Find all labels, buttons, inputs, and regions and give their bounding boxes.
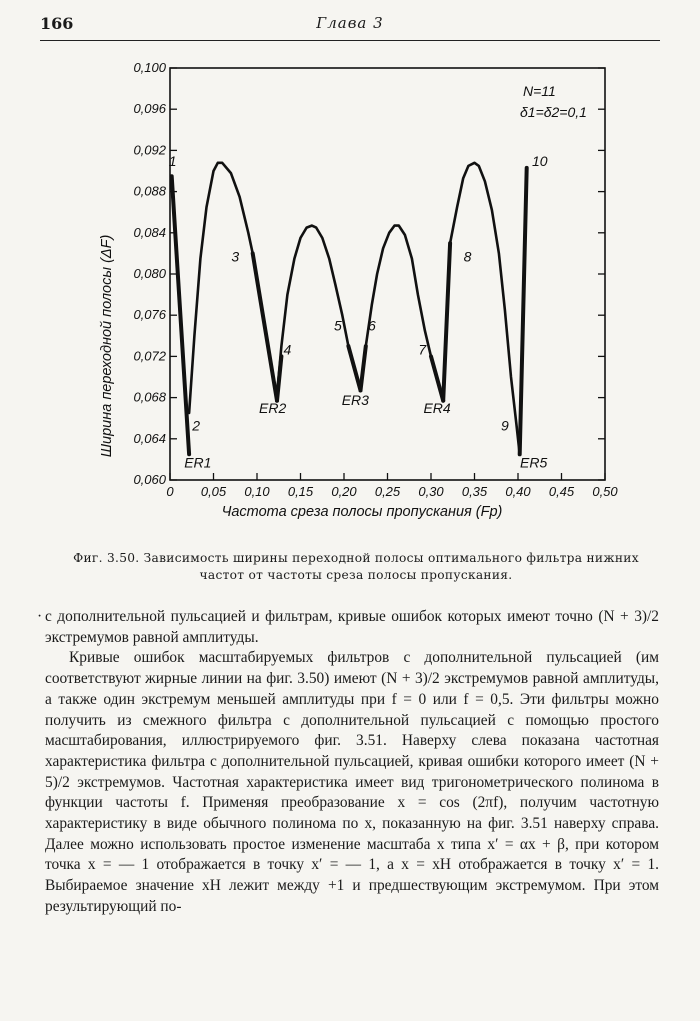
page-number: 166 <box>40 14 74 33</box>
y-tick-label: 0,088 <box>133 183 166 199</box>
curve-annotation: 5 <box>334 317 342 334</box>
curve-annotation: 1 <box>168 152 177 169</box>
thin-curve-segment <box>277 226 348 395</box>
x-tick-label: 0 <box>166 484 174 499</box>
legend-n: N=11 <box>523 83 556 99</box>
x-tick-label: 0,10 <box>244 484 270 499</box>
y-tick-label: 0,064 <box>133 430 166 446</box>
plot-frame <box>170 68 605 480</box>
bold-curve-segment <box>443 243 450 401</box>
y-tick-label: 0,096 <box>133 101 166 117</box>
bold-curve-segment <box>277 356 281 400</box>
curve-annotation: 8 <box>463 248 472 265</box>
figure-caption: Фиг. 3.50. Зависимость ширины переходной полосы оптимального фильтра нижних частот от частоты среза полосы пропускания. <box>73 551 639 582</box>
body-text <box>37 607 659 918</box>
curve-annotation: ER1 <box>184 454 212 471</box>
x-tick-label: 0,35 <box>461 484 488 499</box>
curve-annotation: ER2 <box>259 400 287 417</box>
curve-annotation: 9 <box>501 417 509 434</box>
bold-curve-segment <box>348 346 360 390</box>
curve-annotation: 3 <box>231 248 240 265</box>
x-axis-label: Частота среза полосы пропускания (Fp) <box>221 504 503 520</box>
y-tick-label: 0,100 <box>133 60 166 75</box>
curve-annotation: 7 <box>418 341 427 358</box>
curve-annotation: ER5 <box>520 454 548 471</box>
curve-annotation: 4 <box>283 341 292 358</box>
thin-curve-segment <box>450 163 520 455</box>
page-header <box>40 14 660 41</box>
curve-annotation: 10 <box>531 152 548 169</box>
y-tick-label: 0,092 <box>133 142 166 158</box>
y-tick-label: 0,080 <box>133 266 166 281</box>
y-tick-label: 0,060 <box>133 472 166 487</box>
curve-annotation: 2 <box>192 417 200 434</box>
bold-curve-segment <box>431 356 443 400</box>
curve-annotation: ER4 <box>423 400 451 417</box>
x-tick-label: 0,40 <box>505 484 531 499</box>
y-tick-label: 0,076 <box>133 307 166 323</box>
bold-curve-segment <box>520 168 527 454</box>
thin-curve-segment <box>189 163 253 413</box>
bold-curve-segment <box>253 253 277 400</box>
series-layer <box>172 163 527 455</box>
axis-ticks <box>170 68 605 480</box>
x-tick-label: 0,25 <box>374 484 401 499</box>
x-tick-label: 0,05 <box>200 484 227 499</box>
paragraph-1-text: с дополнительной пульсацией и фильтрам, кривые ошибок которых имеют точно (N + 3)/2 экстремумов равной амплитуды. <box>45 608 659 646</box>
margin-mark: · <box>37 608 43 625</box>
x-tick-label: 0,20 <box>331 484 357 499</box>
paragraph-1 <box>37 607 659 648</box>
y-tick-label: 0,084 <box>133 224 166 240</box>
paragraph-2: Кривые ошибок масштабируемых фильтров с дополнительной пульсацией (им соответствуют жирные линии на фиг. 3.50) имеют (N + 3)/2 экстремумов равной амплитуды, а также один экстремум меньшей амплитуды при f = 0 или f = 0,5. Эти фильтры можно получить из смежного фильтра с дополнительной пульсацией с помощью простого масштабирования, иллюстрируемого фиг. 3.51. Наверху слева показана частотная характеристика фильтра с дополнительной пульсацией, кривая ошибки которого имеет (N + 5)/2 экстремумов. Частотная характеристика имеет вид тригонометрического полинома в функции частоты f. Применяя преобразование x = cos (2πf), получим частотную характеристику в виде обычного полинома по x, показанную на фиг. 3.51 наверху справа. Далее можно использовать простое изменение масштаба x типа x′ = αx + β, при котором точка x = — 1 отображается в точку x′ = — 1, а x = xH отображается в точку x′ = 1. Выбираемое значение xH лежит между +1 и предшествующим экстремумом. При этом результирующий по- <box>45 649 659 915</box>
chart <box>0 50 700 550</box>
thin-curve-segment <box>366 226 431 357</box>
bold-curve-segment <box>361 346 366 390</box>
curve-annotation: 6 <box>367 317 376 334</box>
chapter-title: Глава 3 <box>316 14 384 32</box>
y-tick-label: 0,068 <box>133 389 166 405</box>
legend-delta: δ1=δ2=0,1 <box>520 104 587 120</box>
x-tick-label: 0,15 <box>287 484 314 499</box>
curve-annotation: ER3 <box>341 391 369 408</box>
x-tick-label: 0,50 <box>592 484 618 499</box>
y-axis-label: Ширина переходной полосы (ΔF) <box>99 234 115 458</box>
x-tick-label: 0,30 <box>418 484 444 499</box>
x-tick-label: 0,45 <box>548 484 575 499</box>
y-tick-label: 0,072 <box>133 348 166 364</box>
